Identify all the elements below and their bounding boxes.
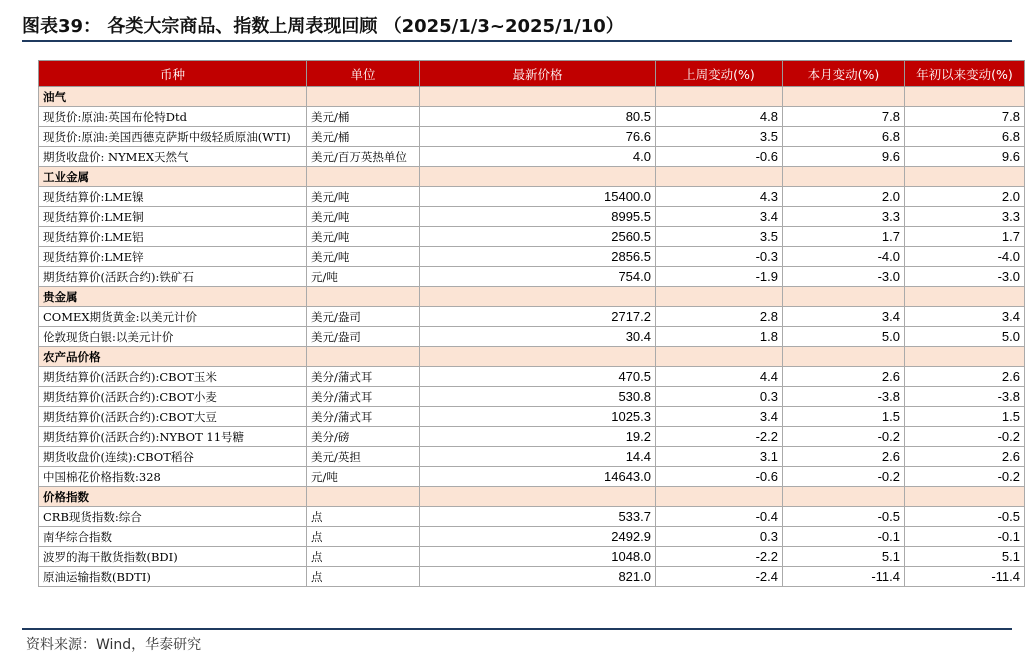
- ytd-change: 3.3: [905, 207, 1025, 227]
- weekly-change: 3.1: [656, 447, 783, 467]
- latest-price: 2856.5: [420, 247, 656, 267]
- item-unit: 美元/盎司: [307, 327, 420, 347]
- item-unit: 美元/吨: [307, 247, 420, 267]
- weekly-change: -1.9: [656, 267, 783, 287]
- table-row: [39, 187, 1025, 207]
- ytd-change: 6.8: [905, 127, 1025, 147]
- latest-price: 2717.2: [420, 307, 656, 327]
- category-empty-cell: [905, 287, 1025, 307]
- category-empty-cell: [783, 487, 905, 507]
- weekly-change: 4.3: [656, 187, 783, 207]
- weekly-change: 3.5: [656, 127, 783, 147]
- monthly-change: 5.1: [783, 547, 905, 567]
- latest-price: 470.5: [420, 367, 656, 387]
- category-empty-cell: [307, 167, 420, 187]
- table-row: [39, 207, 1025, 227]
- item-name: 现货价:原油:美国西德克萨斯中级轻质原油(WTI): [39, 127, 307, 147]
- monthly-change: -4.0: [783, 247, 905, 267]
- category-empty-cell: [783, 287, 905, 307]
- table-row: [39, 547, 1025, 567]
- monthly-change: -11.4: [783, 567, 905, 587]
- item-name: 现货结算价:LME锌: [39, 247, 307, 267]
- weekly-change: -2.4: [656, 567, 783, 587]
- item-name: 现货价:原油:英国布伦特Dtd: [39, 107, 307, 127]
- item-name: 现货结算价:LME镍: [39, 187, 307, 207]
- monthly-change: -0.2: [783, 467, 905, 487]
- monthly-change: 2.0: [783, 187, 905, 207]
- item-name: 期货结算价(活跃合约):CBOT玉米: [39, 367, 307, 387]
- latest-price: 19.2: [420, 427, 656, 447]
- header-weekly-change: 上周变动(%): [656, 61, 783, 87]
- title-bar: [22, 10, 1012, 42]
- category-label: 价格指数: [39, 487, 307, 507]
- table-row: [39, 527, 1025, 547]
- item-unit: 美分/蒲式耳: [307, 367, 420, 387]
- category-empty-cell: [420, 487, 656, 507]
- source-note: 资料来源：Wind，华泰研究: [26, 637, 202, 653]
- monthly-change: -0.2: [783, 427, 905, 447]
- ytd-change: 2.0: [905, 187, 1025, 207]
- monthly-change: 2.6: [783, 447, 905, 467]
- item-unit: 点: [307, 527, 420, 547]
- category-empty-cell: [420, 287, 656, 307]
- table-header-row: [39, 61, 1025, 87]
- ytd-change: 7.8: [905, 107, 1025, 127]
- table-row: [39, 267, 1025, 287]
- item-unit: 元/吨: [307, 267, 420, 287]
- latest-price: 2560.5: [420, 227, 656, 247]
- latest-price: 14643.0: [420, 467, 656, 487]
- item-name: CRB现货指数:综合: [39, 507, 307, 527]
- item-unit: 美分/蒲式耳: [307, 387, 420, 407]
- table-row: [39, 307, 1025, 327]
- category-label: 工业金属: [39, 167, 307, 187]
- header-currency: 币种: [39, 61, 307, 87]
- ytd-change: 2.6: [905, 367, 1025, 387]
- item-unit: 美元/吨: [307, 207, 420, 227]
- table-row: [39, 447, 1025, 467]
- category-empty-cell: [905, 487, 1025, 507]
- category-row: [39, 87, 1025, 107]
- item-unit: 美分/蒲式耳: [307, 407, 420, 427]
- ytd-change: -0.5: [905, 507, 1025, 527]
- table-row: [39, 507, 1025, 527]
- item-name: 期货结算价(活跃合约):NYBOT 11号糖: [39, 427, 307, 447]
- weekly-change: 0.3: [656, 387, 783, 407]
- item-unit: 美元/吨: [307, 227, 420, 247]
- weekly-change: 4.4: [656, 367, 783, 387]
- monthly-change: 6.8: [783, 127, 905, 147]
- latest-price: 1025.3: [420, 407, 656, 427]
- category-empty-cell: [656, 87, 783, 107]
- ytd-change: 5.1: [905, 547, 1025, 567]
- monthly-change: 3.3: [783, 207, 905, 227]
- monthly-change: 2.6: [783, 367, 905, 387]
- table-row: [39, 247, 1025, 267]
- category-empty-cell: [307, 287, 420, 307]
- monthly-change: 7.8: [783, 107, 905, 127]
- item-unit: 点: [307, 547, 420, 567]
- commodity-table: [38, 60, 1025, 587]
- ytd-change: -0.1: [905, 527, 1025, 547]
- weekly-change: 3.4: [656, 407, 783, 427]
- table-row: [39, 387, 1025, 407]
- item-name: 期货结算价(活跃合约):CBOT大豆: [39, 407, 307, 427]
- header-latest-price: 最新价格: [420, 61, 656, 87]
- item-name: 伦敦现货白银:以美元计价: [39, 327, 307, 347]
- latest-price: 15400.0: [420, 187, 656, 207]
- latest-price: 754.0: [420, 267, 656, 287]
- table-row: [39, 327, 1025, 347]
- item-name: 波罗的海干散货指数(BDI): [39, 547, 307, 567]
- category-empty-cell: [307, 487, 420, 507]
- header-unit: 单位: [307, 61, 420, 87]
- monthly-change: 1.7: [783, 227, 905, 247]
- monthly-change: -3.0: [783, 267, 905, 287]
- table-row: [39, 147, 1025, 167]
- ytd-change: 1.7: [905, 227, 1025, 247]
- ytd-change: 1.5: [905, 407, 1025, 427]
- item-name: 南华综合指数: [39, 527, 307, 547]
- ytd-change: -3.0: [905, 267, 1025, 287]
- item-unit: 点: [307, 507, 420, 527]
- category-empty-cell: [905, 167, 1025, 187]
- category-label: 油气: [39, 87, 307, 107]
- weekly-change: 0.3: [656, 527, 783, 547]
- monthly-change: 1.5: [783, 407, 905, 427]
- category-empty-cell: [656, 347, 783, 367]
- item-unit: 美元/桶: [307, 107, 420, 127]
- ytd-change: 3.4: [905, 307, 1025, 327]
- ytd-change: -11.4: [905, 567, 1025, 587]
- latest-price: 14.4: [420, 447, 656, 467]
- ytd-change: -4.0: [905, 247, 1025, 267]
- weekly-change: 4.8: [656, 107, 783, 127]
- table-row: [39, 127, 1025, 147]
- footer-divider: [22, 628, 1012, 630]
- category-empty-cell: [307, 347, 420, 367]
- category-row: [39, 167, 1025, 187]
- weekly-change: -0.6: [656, 147, 783, 167]
- item-name: 中国棉花价格指数:328: [39, 467, 307, 487]
- category-empty-cell: [307, 87, 420, 107]
- item-name: 期货结算价(活跃合约):CBOT小麦: [39, 387, 307, 407]
- category-empty-cell: [656, 287, 783, 307]
- category-row: [39, 487, 1025, 507]
- latest-price: 821.0: [420, 567, 656, 587]
- table-body: [39, 87, 1025, 587]
- weekly-change: 3.5: [656, 227, 783, 247]
- item-unit: 元/吨: [307, 467, 420, 487]
- category-empty-cell: [420, 347, 656, 367]
- ytd-change: 5.0: [905, 327, 1025, 347]
- category-row: [39, 347, 1025, 367]
- item-name: 原油运输指数(BDTI): [39, 567, 307, 587]
- ytd-change: 2.6: [905, 447, 1025, 467]
- latest-price: 2492.9: [420, 527, 656, 547]
- table-row: [39, 427, 1025, 447]
- item-unit: 美元/吨: [307, 187, 420, 207]
- ytd-change: -3.8: [905, 387, 1025, 407]
- category-empty-cell: [783, 87, 905, 107]
- weekly-change: -0.3: [656, 247, 783, 267]
- weekly-change: 3.4: [656, 207, 783, 227]
- latest-price: 76.6: [420, 127, 656, 147]
- category-empty-cell: [656, 487, 783, 507]
- weekly-change: -2.2: [656, 427, 783, 447]
- item-unit: 点: [307, 567, 420, 587]
- latest-price: 8995.5: [420, 207, 656, 227]
- ytd-change: 9.6: [905, 147, 1025, 167]
- table-row: [39, 567, 1025, 587]
- item-name: 期货收盘价(连续):CBOT稻谷: [39, 447, 307, 467]
- item-unit: 美分/磅: [307, 427, 420, 447]
- monthly-change: 9.6: [783, 147, 905, 167]
- item-name: 现货结算价:LME铜: [39, 207, 307, 227]
- latest-price: 1048.0: [420, 547, 656, 567]
- monthly-change: 3.4: [783, 307, 905, 327]
- weekly-change: 2.8: [656, 307, 783, 327]
- category-empty-cell: [783, 167, 905, 187]
- item-unit: 美元/桶: [307, 127, 420, 147]
- latest-price: 30.4: [420, 327, 656, 347]
- latest-price: 530.8: [420, 387, 656, 407]
- category-row: [39, 287, 1025, 307]
- category-empty-cell: [420, 87, 656, 107]
- category-empty-cell: [905, 87, 1025, 107]
- table-row: [39, 227, 1025, 247]
- table-row: [39, 407, 1025, 427]
- monthly-change: -0.1: [783, 527, 905, 547]
- item-name: 期货结算价(活跃合约):铁矿石: [39, 267, 307, 287]
- item-name: 期货收盘价: NYMEX天然气: [39, 147, 307, 167]
- header-monthly-change: 本月变动(%): [783, 61, 905, 87]
- page-title: 图表39： 各类大宗商品、指数上周表现回顾 （2025/1/3~2025/1/10）: [22, 16, 624, 37]
- item-name: COMEX期货黄金:以美元计价: [39, 307, 307, 327]
- item-name: 现货结算价:LME铝: [39, 227, 307, 247]
- category-empty-cell: [420, 167, 656, 187]
- table-row: [39, 467, 1025, 487]
- latest-price: 80.5: [420, 107, 656, 127]
- monthly-change: -3.8: [783, 387, 905, 407]
- weekly-change: -0.6: [656, 467, 783, 487]
- table-row: [39, 107, 1025, 127]
- ytd-change: -0.2: [905, 427, 1025, 447]
- item-unit: 美元/英担: [307, 447, 420, 467]
- latest-price: 533.7: [420, 507, 656, 527]
- item-unit: 美元/百万英热单位: [307, 147, 420, 167]
- latest-price: 4.0: [420, 147, 656, 167]
- table-row: [39, 367, 1025, 387]
- category-empty-cell: [783, 347, 905, 367]
- header-ytd-change: 年初以来变动(%): [905, 61, 1025, 87]
- weekly-change: -2.2: [656, 547, 783, 567]
- weekly-change: 1.8: [656, 327, 783, 347]
- ytd-change: -0.2: [905, 467, 1025, 487]
- category-empty-cell: [656, 167, 783, 187]
- monthly-change: 5.0: [783, 327, 905, 347]
- weekly-change: -0.4: [656, 507, 783, 527]
- category-label: 农产品价格: [39, 347, 307, 367]
- category-label: 贵金属: [39, 287, 307, 307]
- category-empty-cell: [905, 347, 1025, 367]
- item-unit: 美元/盎司: [307, 307, 420, 327]
- monthly-change: -0.5: [783, 507, 905, 527]
